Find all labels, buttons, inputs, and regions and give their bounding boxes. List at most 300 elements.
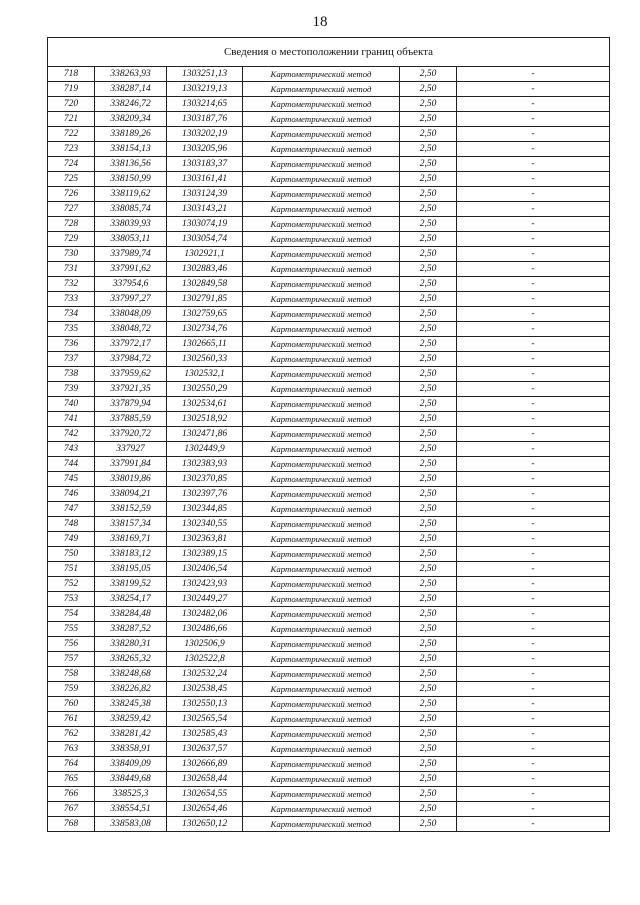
y-coordinate-cell: 1302560,33: [167, 352, 243, 367]
point-number-cell: 766: [48, 787, 95, 802]
point-number-cell: 750: [48, 547, 95, 562]
point-number-cell: 747: [48, 502, 95, 517]
x-coordinate-cell: 338048,72: [95, 322, 167, 337]
x-coordinate-cell: 338157,34: [95, 517, 167, 532]
method-cell: Картометрический метод: [243, 97, 400, 112]
accuracy-cell: 2,50: [400, 172, 457, 187]
accuracy-cell: 2,50: [400, 442, 457, 457]
description-cell: -: [457, 247, 610, 262]
method-cell: Картометрический метод: [243, 697, 400, 712]
table-row: [48, 247, 610, 262]
x-coordinate-cell: 337991,84: [95, 457, 167, 472]
point-number-cell: 738: [48, 367, 95, 382]
y-coordinate-cell: 1302883,46: [167, 262, 243, 277]
x-coordinate-cell: 338183,12: [95, 547, 167, 562]
x-coordinate-cell: 338287,14: [95, 82, 167, 97]
method-cell: Картометрический метод: [243, 307, 400, 322]
accuracy-cell: 2,50: [400, 517, 457, 532]
table-row: [48, 337, 610, 352]
table-row: [48, 547, 610, 562]
point-number-cell: 763: [48, 742, 95, 757]
y-coordinate-cell: 1303074,19: [167, 217, 243, 232]
x-coordinate-cell: 338284,48: [95, 607, 167, 622]
table-row: [48, 622, 610, 637]
description-cell: -: [457, 187, 610, 202]
table-row: [48, 562, 610, 577]
point-number-cell: 759: [48, 682, 95, 697]
point-number-cell: 732: [48, 277, 95, 292]
x-coordinate-cell: 338085,74: [95, 202, 167, 217]
point-number-cell: 753: [48, 592, 95, 607]
y-coordinate-cell: 1303251,13: [167, 67, 243, 82]
description-cell: -: [457, 97, 610, 112]
method-cell: Картометрический метод: [243, 277, 400, 292]
y-coordinate-cell: 1302486,66: [167, 622, 243, 637]
accuracy-cell: 2,50: [400, 112, 457, 127]
table-row: [48, 277, 610, 292]
point-number-cell: 745: [48, 472, 95, 487]
x-coordinate-cell: 337920,72: [95, 427, 167, 442]
method-cell: Картометрический метод: [243, 232, 400, 247]
method-cell: Картометрический метод: [243, 667, 400, 682]
table-row: [48, 172, 610, 187]
accuracy-cell: 2,50: [400, 412, 457, 427]
accuracy-cell: 2,50: [400, 127, 457, 142]
method-cell: Картометрический метод: [243, 187, 400, 202]
table-row: [48, 82, 610, 97]
y-coordinate-cell: 1302482,06: [167, 607, 243, 622]
y-coordinate-cell: 1302344,85: [167, 502, 243, 517]
description-cell: -: [457, 622, 610, 637]
y-coordinate-cell: 1302665,11: [167, 337, 243, 352]
point-number-cell: 735: [48, 322, 95, 337]
y-coordinate-cell: 1302849,58: [167, 277, 243, 292]
table-row: [48, 202, 610, 217]
table-row: [48, 667, 610, 682]
description-cell: -: [457, 577, 610, 592]
x-coordinate-cell: 338152,59: [95, 502, 167, 517]
point-number-cell: 733: [48, 292, 95, 307]
x-coordinate-cell: 338094,21: [95, 487, 167, 502]
x-coordinate-cell: 338169,71: [95, 532, 167, 547]
point-number-cell: 754: [48, 607, 95, 622]
description-cell: -: [457, 82, 610, 97]
accuracy-cell: 2,50: [400, 217, 457, 232]
accuracy-cell: 2,50: [400, 637, 457, 652]
point-number-cell: 744: [48, 457, 95, 472]
point-number-cell: 764: [48, 757, 95, 772]
accuracy-cell: 2,50: [400, 427, 457, 442]
accuracy-cell: 2,50: [400, 697, 457, 712]
description-cell: -: [457, 592, 610, 607]
method-cell: Картометрический метод: [243, 397, 400, 412]
description-cell: -: [457, 67, 610, 82]
table-row: [48, 307, 610, 322]
boundary-table: [47, 37, 610, 832]
y-coordinate-cell: 1302389,15: [167, 547, 243, 562]
x-coordinate-cell: 338154,13: [95, 142, 167, 157]
table-row: [48, 457, 610, 472]
point-number-cell: 728: [48, 217, 95, 232]
accuracy-cell: 2,50: [400, 742, 457, 757]
method-cell: Картометрический метод: [243, 487, 400, 502]
accuracy-cell: 2,50: [400, 772, 457, 787]
table-row: [48, 97, 610, 112]
x-coordinate-cell: 337885,59: [95, 412, 167, 427]
table-row: [48, 367, 610, 382]
y-coordinate-cell: 1303219,13: [167, 82, 243, 97]
method-cell: Картометрический метод: [243, 142, 400, 157]
point-number-cell: 740: [48, 397, 95, 412]
y-coordinate-cell: 1302538,45: [167, 682, 243, 697]
description-cell: -: [457, 382, 610, 397]
point-number-cell: 720: [48, 97, 95, 112]
accuracy-cell: 2,50: [400, 547, 457, 562]
method-cell: Картометрический метод: [243, 217, 400, 232]
table-row: [48, 397, 610, 412]
description-cell: -: [457, 727, 610, 742]
y-coordinate-cell: 1302370,85: [167, 472, 243, 487]
table-row: [48, 517, 610, 532]
description-cell: -: [457, 217, 610, 232]
y-coordinate-cell: 1302734,76: [167, 322, 243, 337]
y-coordinate-cell: 1302637,57: [167, 742, 243, 757]
accuracy-cell: 2,50: [400, 187, 457, 202]
description-cell: -: [457, 337, 610, 352]
description-cell: -: [457, 682, 610, 697]
method-cell: Картометрический метод: [243, 592, 400, 607]
method-cell: Картометрический метод: [243, 577, 400, 592]
accuracy-cell: 2,50: [400, 367, 457, 382]
accuracy-cell: 2,50: [400, 787, 457, 802]
method-cell: Картометрический метод: [243, 337, 400, 352]
method-cell: Картометрический метод: [243, 652, 400, 667]
x-coordinate-cell: 338048,09: [95, 307, 167, 322]
method-cell: Картометрический метод: [243, 382, 400, 397]
description-cell: -: [457, 127, 610, 142]
point-number-cell: 737: [48, 352, 95, 367]
description-cell: -: [457, 772, 610, 787]
y-coordinate-cell: 1302534,61: [167, 397, 243, 412]
method-cell: Картометрический метод: [243, 82, 400, 97]
table-row: [48, 697, 610, 712]
x-coordinate-cell: 338583,08: [95, 817, 167, 832]
table-row: [48, 232, 610, 247]
method-cell: Картометрический метод: [243, 67, 400, 82]
x-coordinate-cell: 338245,38: [95, 697, 167, 712]
point-number-cell: 767: [48, 802, 95, 817]
method-cell: Картометрический метод: [243, 562, 400, 577]
point-number-cell: 749: [48, 532, 95, 547]
x-coordinate-cell: 337989,74: [95, 247, 167, 262]
description-cell: -: [457, 157, 610, 172]
point-number-cell: 726: [48, 187, 95, 202]
method-cell: Картометрический метод: [243, 457, 400, 472]
accuracy-cell: 2,50: [400, 322, 457, 337]
table-row: [48, 712, 610, 727]
table-row: [48, 292, 610, 307]
point-number-cell: 748: [48, 517, 95, 532]
x-coordinate-cell: 338039,93: [95, 217, 167, 232]
table-row: [48, 592, 610, 607]
method-cell: Картометрический метод: [243, 712, 400, 727]
description-cell: -: [457, 472, 610, 487]
x-coordinate-cell: 338358,91: [95, 742, 167, 757]
method-cell: Картометрический метод: [243, 412, 400, 427]
method-cell: Картометрический метод: [243, 112, 400, 127]
x-coordinate-cell: 337984,72: [95, 352, 167, 367]
description-cell: -: [457, 607, 610, 622]
x-coordinate-cell: 338053,11: [95, 232, 167, 247]
table-row: [48, 682, 610, 697]
description-cell: -: [457, 547, 610, 562]
point-number-cell: 734: [48, 307, 95, 322]
table-row: [48, 217, 610, 232]
accuracy-cell: 2,50: [400, 142, 457, 157]
description-cell: -: [457, 232, 610, 247]
y-coordinate-cell: 1303161,41: [167, 172, 243, 187]
description-cell: -: [457, 292, 610, 307]
description-cell: -: [457, 442, 610, 457]
y-coordinate-cell: 1303143,21: [167, 202, 243, 217]
description-cell: -: [457, 697, 610, 712]
point-number-cell: 752: [48, 577, 95, 592]
accuracy-cell: 2,50: [400, 97, 457, 112]
point-number-cell: 736: [48, 337, 95, 352]
y-coordinate-cell: 1302585,43: [167, 727, 243, 742]
point-number-cell: 731: [48, 262, 95, 277]
x-coordinate-cell: 338280,31: [95, 637, 167, 652]
y-coordinate-cell: 1302650,12: [167, 817, 243, 832]
y-coordinate-cell: 1303187,76: [167, 112, 243, 127]
description-cell: -: [457, 817, 610, 832]
method-cell: Картометрический метод: [243, 442, 400, 457]
y-coordinate-cell: 1302658,44: [167, 772, 243, 787]
y-coordinate-cell: 1302532,24: [167, 667, 243, 682]
point-number-cell: 718: [48, 67, 95, 82]
accuracy-cell: 2,50: [400, 502, 457, 517]
description-cell: -: [457, 802, 610, 817]
accuracy-cell: 2,50: [400, 202, 457, 217]
x-coordinate-cell: 338449,68: [95, 772, 167, 787]
x-coordinate-cell: 337991,62: [95, 262, 167, 277]
accuracy-cell: 2,50: [400, 592, 457, 607]
table-row: [48, 577, 610, 592]
description-cell: -: [457, 112, 610, 127]
accuracy-cell: 2,50: [400, 757, 457, 772]
x-coordinate-cell: 337954,6: [95, 277, 167, 292]
x-coordinate-cell: 337927: [95, 442, 167, 457]
table-row: [48, 142, 610, 157]
table-row: [48, 502, 610, 517]
accuracy-cell: 2,50: [400, 337, 457, 352]
x-coordinate-cell: 338263,93: [95, 67, 167, 82]
x-coordinate-cell: 338209,34: [95, 112, 167, 127]
point-number-cell: 756: [48, 637, 95, 652]
method-cell: Картометрический метод: [243, 517, 400, 532]
y-coordinate-cell: 1302449,9: [167, 442, 243, 457]
point-number-cell: 727: [48, 202, 95, 217]
accuracy-cell: 2,50: [400, 607, 457, 622]
description-cell: -: [457, 352, 610, 367]
accuracy-cell: 2,50: [400, 562, 457, 577]
y-coordinate-cell: 1303054,74: [167, 232, 243, 247]
table-row: [48, 757, 610, 772]
x-coordinate-cell: 338248,68: [95, 667, 167, 682]
table-row: [48, 487, 610, 502]
description-cell: -: [457, 457, 610, 472]
y-coordinate-cell: 1302532,1: [167, 367, 243, 382]
method-cell: Картометрический метод: [243, 262, 400, 277]
table-row: [48, 817, 610, 832]
table-row: [48, 607, 610, 622]
method-cell: Картометрический метод: [243, 127, 400, 142]
y-coordinate-cell: 1302921,1: [167, 247, 243, 262]
y-coordinate-cell: 1302506,9: [167, 637, 243, 652]
point-number-cell: 758: [48, 667, 95, 682]
description-cell: -: [457, 787, 610, 802]
method-cell: Картометрический метод: [243, 802, 400, 817]
y-coordinate-cell: 1302471,86: [167, 427, 243, 442]
y-coordinate-cell: 1302666,89: [167, 757, 243, 772]
method-cell: Картометрический метод: [243, 532, 400, 547]
x-coordinate-cell: 338150,99: [95, 172, 167, 187]
y-coordinate-cell: 1302654,55: [167, 787, 243, 802]
point-number-cell: 730: [48, 247, 95, 262]
table-row: [48, 262, 610, 277]
method-cell: Картометрический метод: [243, 157, 400, 172]
accuracy-cell: 2,50: [400, 67, 457, 82]
description-cell: -: [457, 367, 610, 382]
point-number-cell: 755: [48, 622, 95, 637]
table-row: [48, 742, 610, 757]
method-cell: Картометрический метод: [243, 607, 400, 622]
table-row: [48, 352, 610, 367]
x-coordinate-cell: 337997,27: [95, 292, 167, 307]
description-cell: -: [457, 667, 610, 682]
method-cell: Картометрический метод: [243, 472, 400, 487]
method-cell: Картометрический метод: [243, 742, 400, 757]
point-number-cell: 742: [48, 427, 95, 442]
point-number-cell: 757: [48, 652, 95, 667]
accuracy-cell: 2,50: [400, 352, 457, 367]
y-coordinate-cell: 1302383,93: [167, 457, 243, 472]
y-coordinate-cell: 1302406,54: [167, 562, 243, 577]
accuracy-cell: 2,50: [400, 487, 457, 502]
description-cell: -: [457, 562, 610, 577]
table-row: [48, 637, 610, 652]
accuracy-cell: 2,50: [400, 652, 457, 667]
table-row: [48, 427, 610, 442]
x-coordinate-cell: 338195,05: [95, 562, 167, 577]
description-cell: -: [457, 172, 610, 187]
y-coordinate-cell: 1302397,76: [167, 487, 243, 502]
accuracy-cell: 2,50: [400, 472, 457, 487]
y-coordinate-cell: 1302449,27: [167, 592, 243, 607]
table-row: [48, 67, 610, 82]
y-coordinate-cell: 1302363,81: [167, 532, 243, 547]
table-row: [48, 727, 610, 742]
accuracy-cell: 2,50: [400, 82, 457, 97]
y-coordinate-cell: 1303205,96: [167, 142, 243, 157]
method-cell: Картометрический метод: [243, 682, 400, 697]
description-cell: -: [457, 262, 610, 277]
description-cell: -: [457, 277, 610, 292]
y-coordinate-cell: 1302518,92: [167, 412, 243, 427]
x-coordinate-cell: 338136,56: [95, 157, 167, 172]
point-number-cell: 723: [48, 142, 95, 157]
point-number-cell: 751: [48, 562, 95, 577]
accuracy-cell: 2,50: [400, 577, 457, 592]
point-number-cell: 743: [48, 442, 95, 457]
y-coordinate-cell: 1302550,29: [167, 382, 243, 397]
point-number-cell: 768: [48, 817, 95, 832]
accuracy-cell: 2,50: [400, 247, 457, 262]
x-coordinate-cell: 338246,72: [95, 97, 167, 112]
accuracy-cell: 2,50: [400, 817, 457, 832]
point-number-cell: 746: [48, 487, 95, 502]
point-number-cell: 765: [48, 772, 95, 787]
y-coordinate-cell: 1303202,19: [167, 127, 243, 142]
point-number-cell: 729: [48, 232, 95, 247]
method-cell: Картометрический метод: [243, 427, 400, 442]
table-caption: Сведения о местоположении границ объекта: [48, 38, 610, 67]
y-coordinate-cell: 1302550,13: [167, 697, 243, 712]
method-cell: Картометрический метод: [243, 202, 400, 217]
y-coordinate-cell: 1302522,8: [167, 652, 243, 667]
x-coordinate-cell: 337879,94: [95, 397, 167, 412]
table-row: [48, 322, 610, 337]
method-cell: Картометрический метод: [243, 502, 400, 517]
description-cell: -: [457, 427, 610, 442]
y-coordinate-cell: 1302654,46: [167, 802, 243, 817]
table-row: [48, 652, 610, 667]
accuracy-cell: 2,50: [400, 382, 457, 397]
description-cell: -: [457, 757, 610, 772]
x-coordinate-cell: 337959,62: [95, 367, 167, 382]
x-coordinate-cell: 338409,09: [95, 757, 167, 772]
method-cell: Картометрический метод: [243, 247, 400, 262]
point-number-cell: 722: [48, 127, 95, 142]
point-number-cell: 724: [48, 157, 95, 172]
accuracy-cell: 2,50: [400, 667, 457, 682]
description-cell: -: [457, 322, 610, 337]
table-caption-row: [48, 38, 610, 67]
description-cell: -: [457, 652, 610, 667]
description-cell: -: [457, 532, 610, 547]
accuracy-cell: 2,50: [400, 232, 457, 247]
boundary-table-container: [47, 37, 609, 832]
method-cell: Картометрический метод: [243, 787, 400, 802]
accuracy-cell: 2,50: [400, 457, 457, 472]
table-row: [48, 472, 610, 487]
description-cell: -: [457, 412, 610, 427]
point-number-cell: 762: [48, 727, 95, 742]
x-coordinate-cell: 338189,26: [95, 127, 167, 142]
table-row: [48, 532, 610, 547]
y-coordinate-cell: 1303214,65: [167, 97, 243, 112]
method-cell: Картометрический метод: [243, 622, 400, 637]
accuracy-cell: 2,50: [400, 277, 457, 292]
x-coordinate-cell: 338287,52: [95, 622, 167, 637]
accuracy-cell: 2,50: [400, 397, 457, 412]
accuracy-cell: 2,50: [400, 307, 457, 322]
y-coordinate-cell: 1302565,54: [167, 712, 243, 727]
y-coordinate-cell: 1302759,65: [167, 307, 243, 322]
method-cell: Картометрический метод: [243, 352, 400, 367]
x-coordinate-cell: 338119,62: [95, 187, 167, 202]
table-row: [48, 382, 610, 397]
